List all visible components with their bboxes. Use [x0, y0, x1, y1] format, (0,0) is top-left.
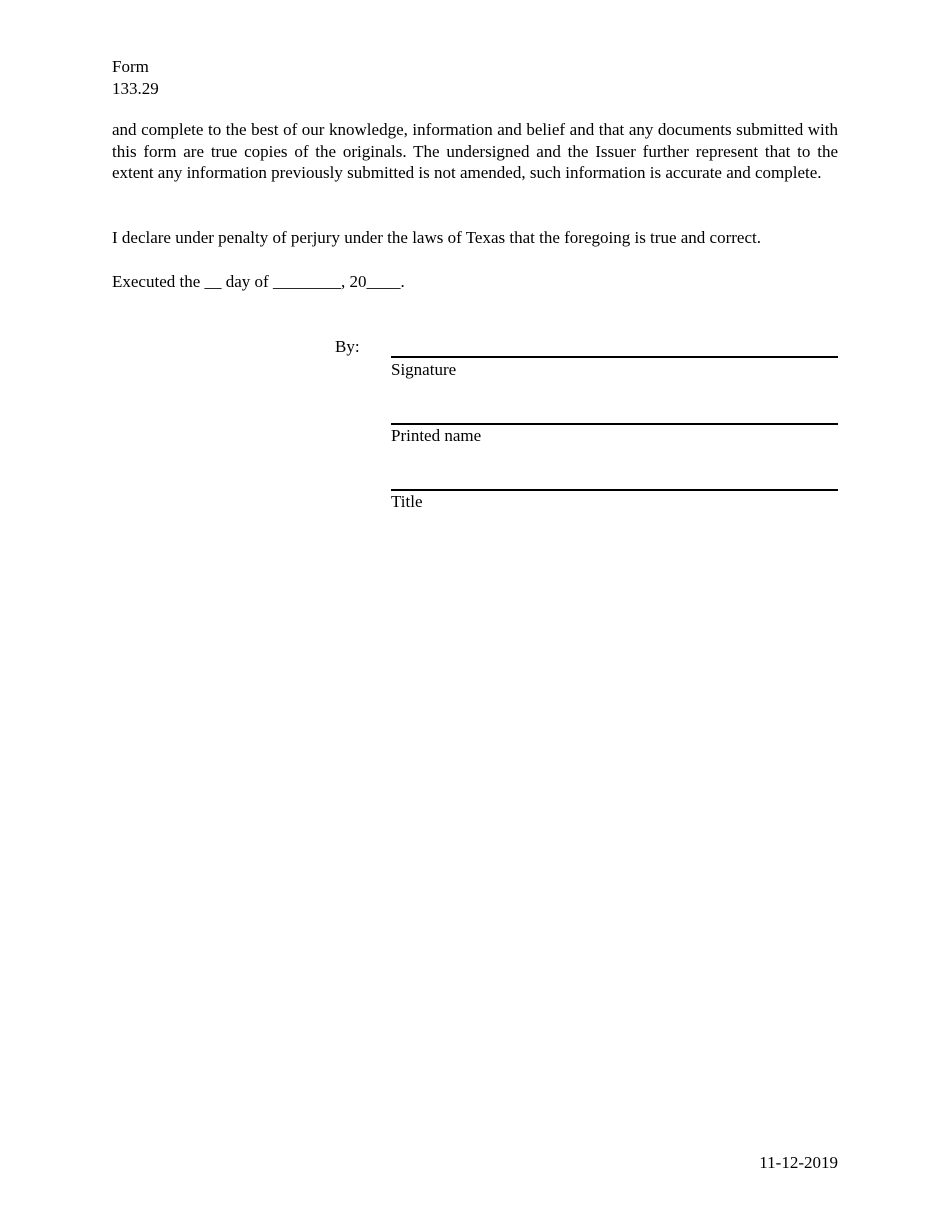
footer-date: 11-12-2019 — [759, 1153, 838, 1172]
title-line — [391, 489, 838, 491]
certification-paragraph: and complete to the best of our knowledge, information and belief and that any documents submitted with this form are true copies of the originals. The undersigned and the Issuer further represent that to the extent any information previously submitted is not amended, such information is accurate and complete. — [112, 120, 838, 182]
printed-name-label: Printed name — [391, 426, 482, 445]
form-number: 133.29 — [112, 79, 159, 98]
perjury-declaration: I declare under penalty of perjury under the laws of Texas that the foregoing is true and correct. — [112, 228, 761, 247]
title-label: Title — [391, 492, 423, 511]
signature-line — [391, 356, 838, 358]
form-identifier — [112, 56, 159, 100]
signature-label: Signature — [391, 360, 457, 379]
executed-date-line: Executed the __ day of ________, 20____. — [112, 272, 405, 291]
by-label: By: — [335, 337, 360, 356]
form-word: Form — [112, 57, 149, 76]
